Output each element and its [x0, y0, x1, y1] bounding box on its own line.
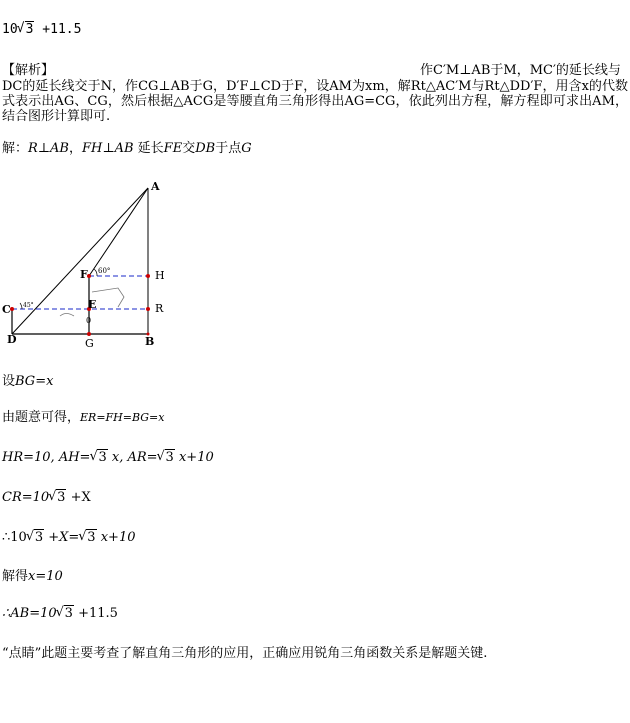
step-3 — [2, 450, 214, 466]
step-4 — [2, 490, 91, 506]
step7-radicand: 3 — [64, 606, 73, 621]
label-F: F — [80, 268, 88, 281]
line-DA — [12, 188, 148, 334]
step7-a: ∴AB=10 — [2, 606, 57, 621]
analysis-header — [2, 63, 628, 78]
angle-arc-45 — [20, 303, 22, 309]
sqrt-symbol — [49, 490, 66, 506]
label-D: D — [7, 333, 17, 346]
sqrt-symbol — [18, 22, 35, 38]
sqrt-symbol — [158, 450, 175, 466]
step7-b: +11.5 — [78, 606, 118, 621]
solution-at-point: 于点 — [215, 141, 242, 156]
step3-radicand-2: 3 — [165, 450, 174, 465]
solution-db: DB — [195, 141, 216, 156]
label-H: H — [155, 269, 165, 282]
step4-a: CR=10 — [2, 490, 50, 505]
analysis-first-line: 作C′M⊥AB于M，MC′的延长线与 — [420, 63, 621, 78]
point-H — [146, 274, 150, 278]
solution-g: G — [241, 141, 252, 156]
step3-a: HR=10, AH= — [2, 450, 91, 465]
solution-meet: 交 — [182, 141, 196, 156]
solution-fe: FE — [163, 141, 183, 156]
line-FA — [89, 188, 148, 276]
step-7 — [2, 606, 118, 622]
step4-b: +X — [70, 490, 91, 505]
answer-coefficient: 10 — [2, 22, 18, 37]
step1-var: BG — [15, 374, 36, 389]
step4-radicand: 3 — [57, 490, 66, 505]
label-G: G — [85, 337, 94, 350]
point-R — [146, 307, 150, 311]
sqrt-symbol — [57, 606, 74, 622]
geometry-figure — [0, 175, 200, 355]
step2-pre: 由题意可得， — [2, 410, 81, 425]
step6-pre: 解得 — [2, 569, 29, 584]
step5-b: +X= — [48, 530, 80, 545]
step-6 — [2, 569, 63, 585]
step3-radicand-1: 3 — [98, 450, 107, 465]
sqrt-symbol — [90, 450, 107, 466]
angle-label-60: 60° — [98, 267, 111, 275]
solution-intro — [2, 141, 252, 157]
angle-label-45: 45° — [23, 302, 34, 309]
solution-sep: ， — [68, 141, 82, 156]
answer-suffix: +11.5 — [34, 22, 82, 37]
analysis-text: DC的延长线交于N，作CG⊥AB于G，D′F⊥CD于F，设AM为xm，解Rt△AC′M与Rt△DD′F，用含x的代数式表示出AG、CG，然后根据△ACG是等腰直角三角形得出AG=CG，依此列出方程，解方程即可求出AM，结合图形计算即可. — [2, 79, 628, 124]
step3-c: x+10 — [178, 450, 214, 465]
answer-line — [2, 22, 81, 38]
step-5 — [2, 530, 136, 546]
step-2 — [2, 410, 164, 426]
step-1 — [2, 374, 53, 390]
step3-b: x, AR= — [111, 450, 158, 465]
label-B: B — [145, 335, 155, 348]
label-C: C — [2, 303, 11, 316]
label-R: R — [155, 302, 164, 315]
solution-extend: 延长 — [133, 141, 164, 156]
step5-a: ∴10 — [2, 530, 27, 545]
step1-pre: 设 — [2, 374, 16, 389]
step5-radicand-1: 3 — [34, 530, 44, 545]
label-A: A — [151, 180, 160, 193]
step1-post: =x — [35, 374, 54, 389]
step2-expr: ER=FH=BG=x — [80, 411, 165, 424]
point-G — [87, 332, 91, 336]
sketch-mark-1 — [92, 288, 124, 307]
solution-perp-1: R⊥AB — [28, 141, 69, 156]
sketch-mark-2 — [60, 314, 74, 317]
label-zero: 0 — [86, 316, 92, 325]
sqrt-symbol — [79, 530, 96, 546]
step5-c: x+10 — [100, 530, 136, 545]
analysis-tag: 【解析】 — [2, 63, 55, 78]
solution-perp-2: FH⊥AB — [82, 141, 134, 156]
angle-arc-60 — [94, 269, 97, 276]
step5-radicand-2: 3 — [87, 530, 96, 545]
step6-expr: x=10 — [28, 569, 63, 584]
comment-line: “点睛”此题主要考查了解直角三角形的应用，正确应用锐角三角函数关系是解题关键. — [2, 646, 488, 661]
answer-radicand: 3 — [25, 22, 34, 37]
sqrt-symbol — [27, 530, 44, 546]
label-E: E — [88, 298, 97, 311]
solution-lead: 解： — [2, 141, 29, 156]
